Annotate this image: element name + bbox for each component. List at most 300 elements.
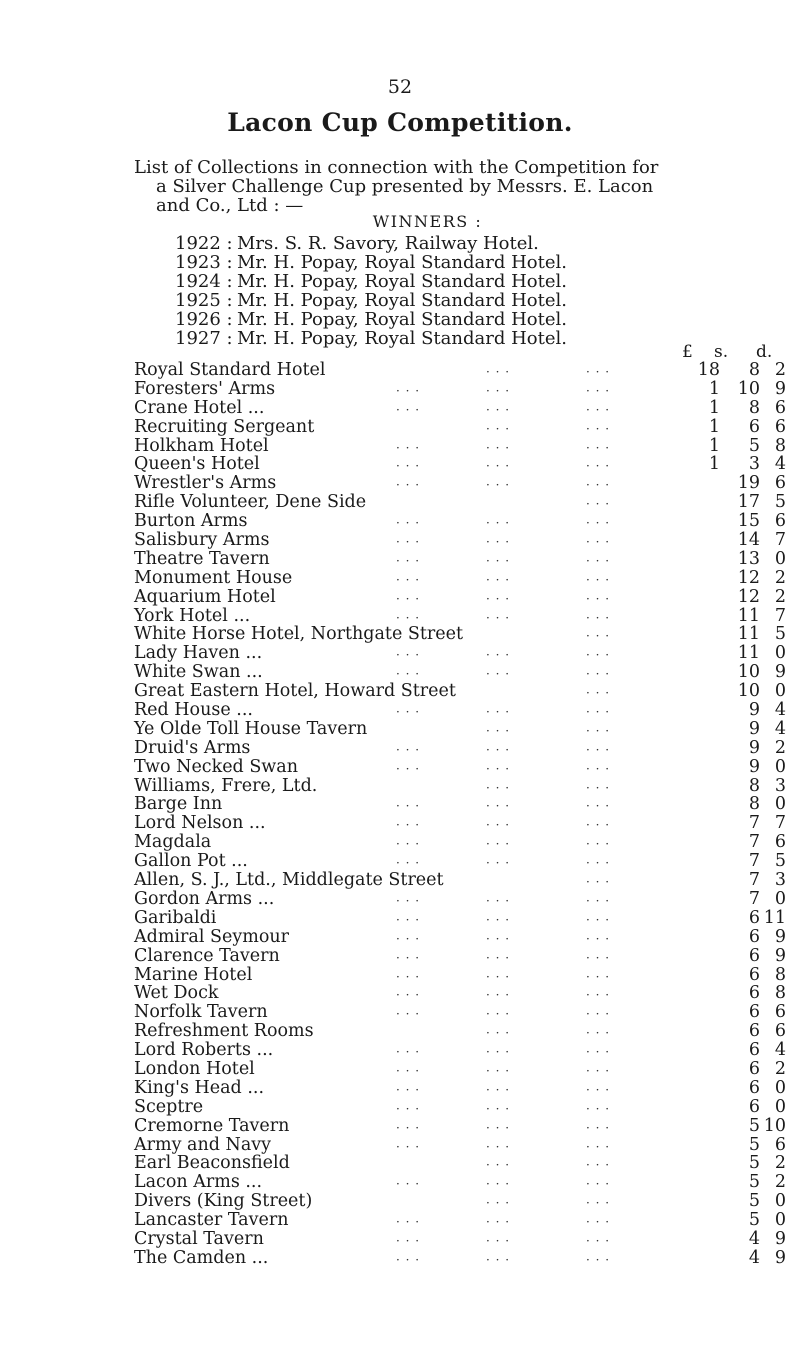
leader-dots: · · · — [396, 1007, 421, 1022]
leader-dots: · · · — [586, 931, 611, 946]
amount-shillings: 9 — [748, 700, 760, 721]
collection-row — [134, 909, 784, 928]
leader-dots: · · · — [396, 912, 421, 927]
winner-row — [175, 329, 567, 348]
collection-name: Magdala — [134, 832, 212, 853]
amount-pounds: 1 — [708, 454, 720, 475]
leader-dots: · · · — [586, 629, 611, 644]
collection-row — [134, 361, 784, 380]
winner-year: 1923 : — [175, 252, 233, 273]
collection-name: Great Eastern Hotel, Howard Street — [134, 681, 456, 702]
amount-pence: 6 — [774, 1134, 786, 1155]
winner-year: 1925 : — [175, 290, 233, 311]
collection-name: Lancaster Tavern — [134, 1210, 289, 1231]
leader-dots: · · · — [586, 856, 611, 871]
winner-name: Mr. H. Popay, Royal Standard Hotel. — [237, 328, 567, 349]
winner-name: Mrs. S. R. Savory, Railway Hotel. — [237, 233, 539, 254]
collection-row — [134, 1117, 784, 1136]
collection-name: Barge Inn — [134, 794, 223, 815]
leader-dots: · · · — [586, 497, 611, 512]
leader-dots: · · · — [486, 516, 511, 531]
amount-shillings: 4 — [748, 1228, 760, 1249]
leader-dots: · · · — [486, 1101, 511, 1116]
collection-name: Lord Roberts ... — [134, 1040, 274, 1061]
leader-dots: · · · — [396, 459, 421, 474]
leader-dots: · · · — [586, 988, 611, 1003]
amount-pence: 6 — [774, 832, 786, 853]
amount-shillings: 6 — [748, 416, 760, 437]
leader-dots: · · · — [486, 478, 511, 493]
collection-row — [134, 474, 784, 493]
leader-dots: · · · — [486, 1158, 511, 1173]
collection-row — [134, 1173, 784, 1192]
collection-name: Lady Haven ... — [134, 643, 263, 664]
leader-dots: · · · — [586, 648, 611, 663]
amount-pence: 4 — [774, 1040, 786, 1061]
collection-row — [134, 966, 784, 985]
leader-dots: · · · — [396, 440, 421, 455]
leader-dots: · · · — [586, 950, 611, 965]
leader-dots: · · · — [586, 421, 611, 436]
amount-shillings: 4 — [748, 1247, 760, 1268]
collection-name: Crane Hotel ... — [134, 397, 265, 418]
leader-dots: · · · — [586, 667, 611, 682]
leader-dots: · · · — [396, 1215, 421, 1230]
leader-dots: · · · — [586, 1082, 611, 1097]
amount-pounds: 1 — [708, 378, 720, 399]
leader-dots: · · · — [486, 383, 511, 398]
collections-list — [134, 361, 784, 1268]
collection-name: Holkham Hotel — [134, 435, 269, 456]
amount-shillings: 6 — [748, 1021, 760, 1042]
leader-dots: · · · — [586, 686, 611, 701]
leader-dots: · · · — [486, 1007, 511, 1022]
amount-pence: 4 — [774, 454, 786, 475]
leader-dots: · · · — [586, 459, 611, 474]
collection-name: York Hotel ... — [134, 605, 251, 626]
leader-dots: · · · — [486, 1177, 511, 1192]
collection-row — [134, 588, 784, 607]
leader-dots: · · · — [486, 1233, 511, 1248]
leader-dots: · · · — [486, 1045, 511, 1060]
collection-row — [134, 1022, 784, 1041]
leader-dots: · · · — [486, 572, 511, 587]
collection-row — [134, 833, 784, 852]
amount-pence: 0 — [774, 643, 786, 664]
amount-pence: 8 — [774, 964, 786, 985]
winner-row — [175, 272, 567, 291]
amount-pence: 0 — [774, 1210, 786, 1231]
collection-name: Gallon Pot ... — [134, 851, 248, 872]
leader-dots: · · · — [486, 535, 511, 550]
amount-pence: 3 — [774, 775, 786, 796]
leader-dots: · · · — [486, 818, 511, 833]
leader-dots: · · · — [586, 1007, 611, 1022]
leader-dots: · · · — [586, 780, 611, 795]
collection-row — [134, 550, 784, 569]
collection-name: Burton Arms — [134, 511, 248, 532]
amount-pence: 9 — [774, 945, 786, 966]
collection-row — [134, 1230, 784, 1249]
leader-dots: · · · — [396, 610, 421, 625]
leader-dots: · · · — [486, 1082, 511, 1097]
amount-shillings: 5 — [748, 1191, 760, 1212]
collection-name: King's Head ... — [134, 1077, 265, 1098]
collection-row — [134, 890, 784, 909]
amount-shillings: 9 — [748, 737, 760, 758]
collection-name: Royal Standard Hotel — [134, 360, 326, 380]
intro-paragraph — [134, 158, 734, 215]
page-title: Lacon Cup Competition. — [227, 108, 573, 137]
collection-row — [134, 1249, 784, 1268]
collection-row — [134, 380, 784, 399]
leader-dots: · · · — [586, 591, 611, 606]
amount-shillings: 10 — [737, 378, 760, 399]
amount-pence: 0 — [774, 1191, 786, 1212]
collection-name: Lord Nelson ... — [134, 813, 266, 834]
leader-dots: · · · — [396, 591, 421, 606]
leader-dots: · · · — [586, 440, 611, 455]
winners-heading: WINNERS : — [372, 212, 483, 231]
leader-dots: · · · — [486, 667, 511, 682]
leader-dots: · · · — [486, 402, 511, 417]
amount-shillings: 15 — [737, 511, 760, 532]
leader-dots: · · · — [396, 799, 421, 814]
amount-pence: 8 — [774, 435, 786, 456]
amount-shillings: 13 — [737, 548, 760, 569]
leader-dots: · · · — [486, 421, 511, 436]
amount-shillings: 19 — [737, 473, 760, 494]
leader-dots: · · · — [586, 402, 611, 417]
amount-shillings: 3 — [748, 454, 760, 475]
page-number: 52 — [387, 76, 413, 98]
amount-shillings: 10 — [737, 662, 760, 683]
leader-dots: · · · — [396, 1120, 421, 1135]
leader-dots: · · · — [586, 1177, 611, 1192]
leader-dots: · · · — [486, 648, 511, 663]
leader-dots: · · · — [486, 931, 511, 946]
amount-shillings: 6 — [748, 926, 760, 947]
collection-row — [134, 569, 784, 588]
leader-dots: · · · — [486, 1063, 511, 1078]
leader-dots: · · · — [586, 761, 611, 776]
collection-name: Crystal Tavern — [134, 1228, 264, 1249]
leader-dots: · · · — [396, 535, 421, 550]
leader-dots: · · · — [486, 950, 511, 965]
leader-dots: · · · — [396, 893, 421, 908]
leader-dots: · · · — [396, 553, 421, 568]
collection-name: Monument House — [134, 567, 293, 588]
amount-shillings: 14 — [737, 530, 760, 551]
amount-pence: 6 — [774, 416, 786, 437]
leader-dots: · · · — [396, 572, 421, 587]
winner-row — [175, 291, 567, 310]
collection-row — [134, 814, 784, 833]
amount-shillings: 5 — [748, 1134, 760, 1155]
leader-dots: · · · — [486, 553, 511, 568]
leader-dots: · · · — [396, 1063, 421, 1078]
collection-name: Admiral Seymour — [134, 926, 289, 947]
collection-row — [134, 682, 784, 701]
collection-name: Cremorne Tavern — [134, 1115, 290, 1136]
leader-dots: · · · — [586, 572, 611, 587]
collection-row — [134, 663, 784, 682]
collection-name: Norfolk Tavern — [134, 1002, 268, 1023]
leader-dots: · · · — [586, 553, 611, 568]
leader-dots: · · · — [396, 742, 421, 757]
amount-pence: 0 — [774, 888, 786, 909]
leader-dots: · · · — [586, 837, 611, 852]
leader-dots: · · · — [486, 610, 511, 625]
leader-dots: · · · — [396, 988, 421, 1003]
amount-shillings: 8 — [748, 775, 760, 796]
collection-row — [134, 739, 784, 758]
amount-shillings: 5 — [748, 1210, 760, 1231]
leader-dots: · · · — [396, 1233, 421, 1248]
leader-dots: · · · — [486, 1215, 511, 1230]
collection-row — [134, 984, 784, 1003]
leader-dots: · · · — [396, 705, 421, 720]
leader-dots: · · · — [486, 893, 511, 908]
collection-row — [134, 493, 784, 512]
leader-dots: · · · — [586, 1252, 611, 1267]
collection-row — [134, 1060, 784, 1079]
shillings-header: s. — [714, 342, 729, 362]
collection-name: Williams, Frere, Ltd. — [134, 775, 318, 796]
amount-column-header — [682, 342, 782, 362]
amount-pence: 0 — [774, 681, 786, 702]
leader-dots: · · · — [586, 1196, 611, 1211]
amount-pence: 0 — [774, 794, 786, 815]
collection-row — [134, 758, 784, 777]
amount-pence: 5 — [774, 851, 786, 872]
collection-row — [134, 795, 784, 814]
winners-list — [175, 234, 567, 348]
collection-row — [134, 701, 784, 720]
amount-shillings: 5 — [748, 1172, 760, 1193]
amount-shillings: 12 — [737, 567, 760, 588]
collection-row — [134, 720, 784, 739]
collection-name: Druid's Arms — [134, 737, 251, 758]
collection-row — [134, 455, 784, 474]
winner-row — [175, 234, 567, 253]
collection-row — [134, 1136, 784, 1155]
collection-name: Lacon Arms ... — [134, 1172, 263, 1193]
amount-pence: 9 — [774, 378, 786, 399]
collection-row — [134, 1041, 784, 1060]
collection-name: White Swan ... — [134, 662, 263, 683]
amount-shillings: 10 — [737, 681, 760, 702]
winner-name: Mr. H. Popay, Royal Standard Hotel. — [237, 290, 567, 311]
collection-row — [134, 625, 784, 644]
pounds-header: £ — [682, 342, 693, 362]
leader-dots: · · · — [396, 1101, 421, 1116]
leader-dots: · · · — [586, 818, 611, 833]
amount-shillings: 6 — [748, 1058, 760, 1079]
collection-name: Wet Dock — [134, 983, 219, 1004]
collection-name: Aquarium Hotel — [134, 586, 276, 607]
leader-dots: · · · — [586, 1139, 611, 1154]
intro-line: and Co., Ltd : — — [156, 195, 304, 216]
amount-pence: 7 — [774, 530, 786, 551]
collection-row — [134, 531, 784, 550]
amount-shillings: 11 — [737, 624, 760, 645]
collection-name: Allen, S. J., Ltd., Middlegate Street — [134, 870, 444, 891]
leader-dots: · · · — [486, 799, 511, 814]
collection-row — [134, 512, 784, 531]
leader-dots: · · · — [396, 516, 421, 531]
winner-year: 1926 : — [175, 309, 233, 330]
amount-shillings: 9 — [748, 756, 760, 777]
collection-name: Garibaldi — [134, 907, 217, 928]
amount-shillings: 8 — [748, 360, 760, 380]
leader-dots: · · · — [486, 723, 511, 738]
leader-dots: · · · — [486, 988, 511, 1003]
intro-line: List of Collections in connection with the Competition for — [134, 157, 659, 178]
amount-pounds: 1 — [708, 416, 720, 437]
leader-dots: · · · — [486, 1196, 511, 1211]
leader-dots: · · · — [586, 383, 611, 398]
leader-dots: · · · — [486, 761, 511, 776]
amount-shillings: 6 — [748, 964, 760, 985]
amount-pence: 6 — [774, 511, 786, 532]
leader-dots: · · · — [486, 742, 511, 757]
amount-shillings: 5 — [748, 1115, 760, 1136]
leader-dots: · · · — [396, 761, 421, 776]
leader-dots: · · · — [486, 440, 511, 455]
collection-name: Red House ... — [134, 700, 253, 721]
leader-dots: · · · — [396, 931, 421, 946]
collection-name: Sceptre — [134, 1096, 204, 1117]
leader-dots: · · · — [586, 478, 611, 493]
leader-dots: · · · — [486, 969, 511, 984]
leader-dots: · · · — [586, 1120, 611, 1135]
leader-dots: · · · — [486, 705, 511, 720]
amount-pence: 6 — [774, 1002, 786, 1023]
amount-pence: 4 — [774, 718, 786, 739]
amount-pence: 2 — [774, 567, 786, 588]
amount-shillings: 7 — [748, 870, 760, 891]
amount-pence: 9 — [774, 926, 786, 947]
amount-shillings: 17 — [737, 492, 760, 513]
amount-pence: 2 — [774, 1153, 786, 1174]
amount-pence: 6 — [774, 1021, 786, 1042]
collection-name: Refreshment Rooms — [134, 1021, 314, 1042]
collection-name: Ye Olde Toll House Tavern — [134, 718, 368, 739]
collection-name: Two Necked Swan — [134, 756, 298, 777]
amount-pence: 2 — [774, 737, 786, 758]
leader-dots: · · · — [586, 1233, 611, 1248]
collection-name: London Hotel — [134, 1058, 255, 1079]
leader-dots: · · · — [396, 1082, 421, 1097]
collection-name: Army and Navy — [134, 1134, 272, 1155]
collection-row — [134, 777, 784, 796]
leader-dots: · · · — [586, 912, 611, 927]
leader-dots: · · · — [586, 610, 611, 625]
leader-dots: · · · — [586, 723, 611, 738]
winner-row — [175, 253, 567, 272]
collection-row — [134, 1192, 784, 1211]
winner-name: Mr. H. Popay, Royal Standard Hotel. — [237, 309, 567, 330]
leader-dots: · · · — [486, 1139, 511, 1154]
amount-pence: 4 — [774, 700, 786, 721]
collection-name: Theatre Tavern — [134, 548, 270, 569]
amount-pence: 5 — [774, 492, 786, 513]
leader-dots: · · · — [486, 459, 511, 474]
leader-dots: · · · — [396, 667, 421, 682]
collection-name: Recruiting Sergeant — [134, 416, 315, 437]
collection-row — [134, 871, 784, 890]
collection-row — [134, 418, 784, 437]
leader-dots: · · · — [486, 591, 511, 606]
leader-dots: · · · — [586, 893, 611, 908]
amount-pence: 8 — [774, 983, 786, 1004]
amount-pence: 9 — [774, 662, 786, 683]
collection-row — [134, 1154, 784, 1173]
amount-pence: 2 — [774, 1172, 786, 1193]
leader-dots: · · · — [486, 365, 511, 379]
winner-year: 1924 : — [175, 271, 233, 292]
winner-year: 1927 : — [175, 328, 233, 349]
collection-row — [134, 437, 784, 456]
collection-name: Queen's Hotel — [134, 454, 260, 475]
leader-dots: · · · — [586, 365, 611, 379]
collection-name: Divers (King Street) — [134, 1191, 313, 1212]
amount-shillings: 5 — [748, 435, 760, 456]
collection-row — [134, 399, 784, 418]
amount-shillings: 6 — [748, 1077, 760, 1098]
amount-pence: 7 — [774, 605, 786, 626]
collection-name: Marine Hotel — [134, 964, 253, 985]
amount-pence: 0 — [774, 1096, 786, 1117]
amount-shillings: 9 — [748, 718, 760, 739]
collection-row — [134, 644, 784, 663]
amount-pence: 7 — [774, 813, 786, 834]
amount-shillings: 6 — [748, 945, 760, 966]
leader-dots: · · · — [586, 535, 611, 550]
collection-name: The Camden ... — [134, 1247, 269, 1268]
leader-dots: · · · — [396, 383, 421, 398]
amount-shillings: 11 — [737, 643, 760, 664]
amount-pounds: 18 — [697, 360, 720, 380]
leader-dots: · · · — [396, 818, 421, 833]
collection-row — [134, 852, 784, 871]
collection-row — [134, 928, 784, 947]
collection-name: Rifle Volunteer, Dene Side — [134, 492, 367, 513]
amount-shillings: 7 — [748, 832, 760, 853]
leader-dots: · · · — [396, 1139, 421, 1154]
amount-shillings: 6 — [748, 1002, 760, 1023]
amount-shillings: 12 — [737, 586, 760, 607]
amount-shillings: 6 — [748, 1096, 760, 1117]
amount-shillings: 7 — [748, 888, 760, 909]
collection-name: Salisbury Arms — [134, 530, 270, 551]
amount-pence: 2 — [774, 1058, 786, 1079]
amount-pounds: 1 — [708, 435, 720, 456]
amount-pence: 3 — [774, 870, 786, 891]
leader-dots: · · · — [586, 1101, 611, 1116]
amount-shillings: 6 — [748, 907, 760, 928]
leader-dots: · · · — [396, 837, 421, 852]
amount-pence: 5 — [774, 624, 786, 645]
leader-dots: · · · — [396, 478, 421, 493]
winner-row — [175, 310, 567, 329]
leader-dots: · · · — [586, 1063, 611, 1078]
leader-dots: · · · — [586, 799, 611, 814]
winner-name: Mr. H. Popay, Royal Standard Hotel. — [237, 252, 567, 273]
amount-pence: 0 — [774, 1077, 786, 1098]
collection-row — [134, 1098, 784, 1117]
